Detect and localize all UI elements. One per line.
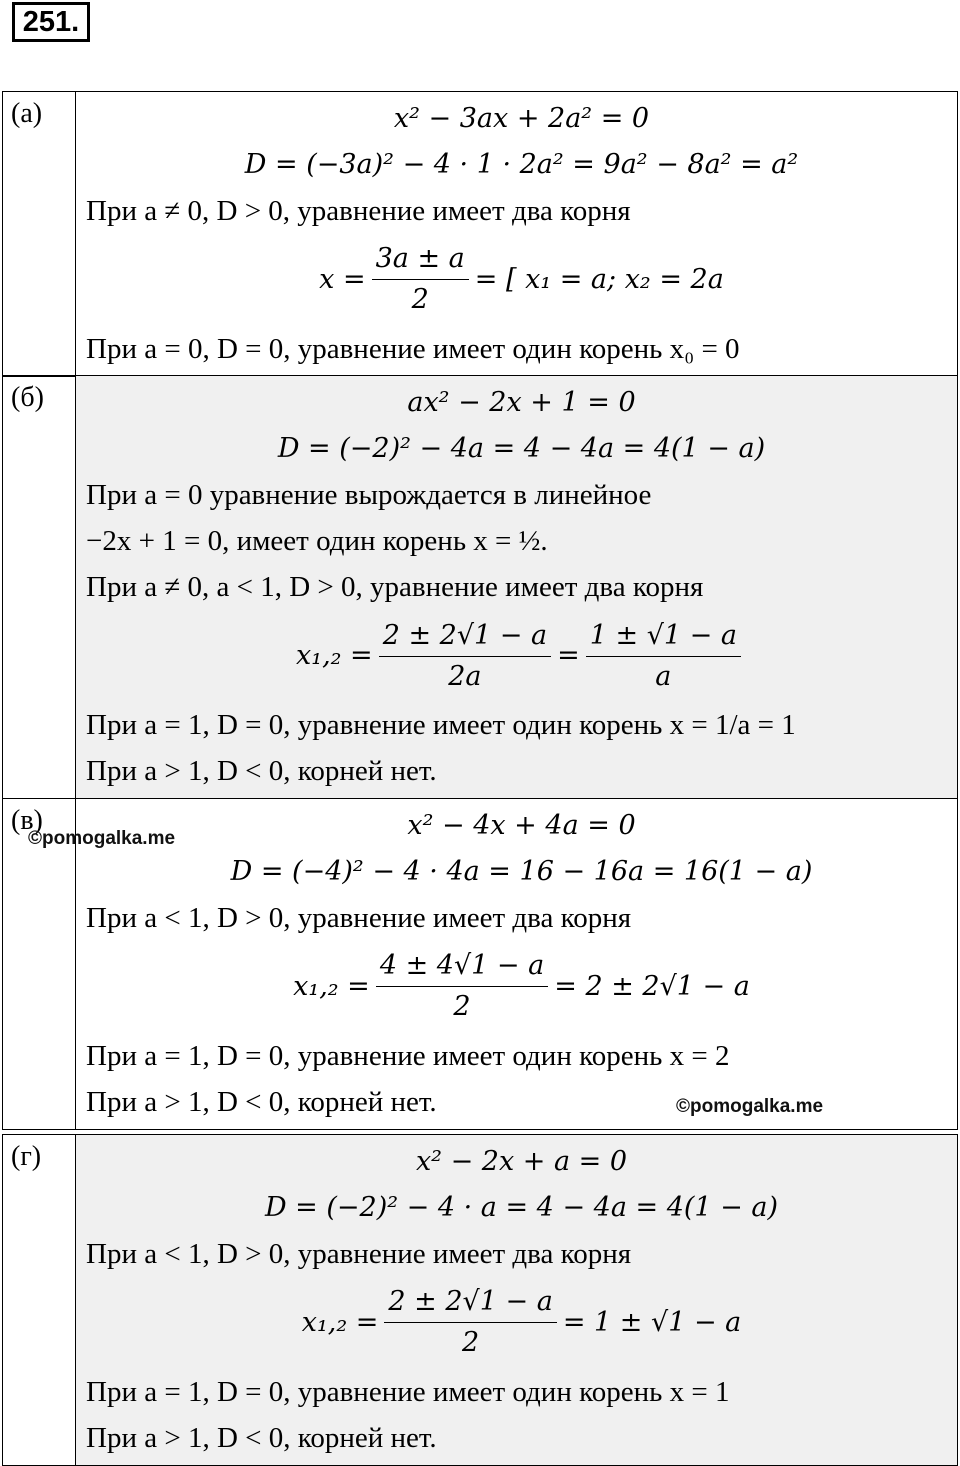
- solution-table: [2, 92, 958, 1466]
- fraction-denominator: 2: [411, 284, 429, 315]
- text-line: При a = 0 уравнение вырождается в линейное: [86, 479, 652, 511]
- text-line: При a > 1, D < 0, корней нет.: [86, 1085, 437, 1118]
- formula-line: [86, 234, 957, 326]
- formula-rhs: = [ x₁ = a; x₂ = 2a: [474, 263, 724, 295]
- equation-line: ax² − 2x + 1 = 0: [407, 387, 636, 418]
- part-label: (г): [3, 1135, 76, 1465]
- text-line: При a ≠ 0, a < 1, D > 0, уравнение имеет два корня: [86, 571, 704, 603]
- formula-rhs: = 2 ± 2√1 − a: [554, 970, 750, 1002]
- fraction: [372, 239, 469, 320]
- watermark: ©pomogalka.me: [676, 1096, 824, 1117]
- equation-line: x² − 3ax + 2a² = 0: [393, 102, 650, 134]
- fraction-denominator: 2: [453, 991, 471, 1022]
- part-label: (б): [3, 376, 76, 798]
- fraction-numerator: 1 ± √1 − a: [586, 616, 741, 657]
- text-line: При a = 1, D = 0, уравнение имеет один корень x = 1/a = 1: [86, 709, 796, 741]
- text-line: При a < 1, D > 0, уравнение имеет два корня: [86, 1237, 632, 1270]
- text-line: При a < 1, D > 0, уравнение имеет два корня: [86, 901, 632, 934]
- part-content: [76, 92, 957, 376]
- fraction: [384, 1282, 556, 1363]
- formula-lhs: x₁,₂ =: [293, 970, 370, 1002]
- fraction-numerator: 2 ± 2√1 − a: [379, 616, 551, 657]
- part-label: (в): [3, 799, 76, 1129]
- equation-line: x² − 4x + 4a = 0: [407, 809, 636, 841]
- formula-lhs: x₁,₂ =: [296, 640, 373, 671]
- part-content: [76, 1135, 957, 1465]
- text-line: При a = 1, D = 0, уравнение имеет один корень x = 1: [86, 1375, 730, 1408]
- equation-line: D = (−2)² − 4a = 4 − 4a = 4(1 − a): [277, 433, 766, 464]
- fraction-denominator: a: [655, 660, 672, 692]
- fraction: [376, 946, 548, 1027]
- formula-line: [86, 1277, 957, 1369]
- text-line: При a = 0, D = 0, уравнение имеет один корень x₀ = 0: [86, 332, 740, 365]
- text-line: При a > 1, D < 0, корней нет.: [86, 755, 437, 787]
- fraction-denominator: 2: [462, 1327, 480, 1358]
- fraction-numerator: 2 ± 2√1 − a: [384, 1282, 556, 1323]
- watermark: ©pomogalka.me: [28, 828, 176, 849]
- text-line: −2x + 1 = 0, имеет один корень x = ½.: [86, 525, 548, 557]
- part-row: [2, 1134, 958, 1466]
- formula-lhs: x =: [319, 263, 366, 295]
- formula-line: [86, 610, 957, 702]
- part-row: [2, 91, 958, 377]
- problem-number: 251.: [12, 2, 90, 42]
- formula-lhs: x₁,₂ =: [301, 1306, 379, 1338]
- fraction: [586, 616, 741, 697]
- part-content: [76, 376, 957, 798]
- equation-line: D = (−4)² − 4 · 4a = 16 − 16a = 16(1 − a): [230, 855, 813, 887]
- text-line: При a > 1, D < 0, корней нет.: [86, 1421, 437, 1454]
- fraction-numerator: 3a ± a: [372, 239, 469, 280]
- fraction-numerator: 4 ± 4√1 − a: [376, 946, 548, 987]
- formula-rhs: =: [557, 640, 580, 671]
- part-content: [76, 799, 957, 1129]
- part-label: (а): [3, 92, 76, 376]
- fraction: [379, 616, 551, 697]
- text-line: При a = 1, D = 0, уравнение имеет один корень x = 2: [86, 1039, 730, 1072]
- fraction-denominator: 2a: [448, 660, 482, 692]
- equation-line: D = (−2)² − 4 · a = 4 − 4a = 4(1 − a): [264, 1191, 779, 1223]
- equation-line: D = (−3a)² − 4 · 1 · 2a² = 9a² − 8a² = a²: [244, 148, 799, 180]
- text-line: При a ≠ 0, D > 0, уравнение имеет два корня: [86, 194, 631, 227]
- part-row: [2, 375, 958, 799]
- formula-line: [86, 941, 957, 1033]
- equation-line: x² − 2x + a = 0: [415, 1145, 628, 1177]
- formula-rhs: = 1 ± √1 − a: [562, 1306, 742, 1338]
